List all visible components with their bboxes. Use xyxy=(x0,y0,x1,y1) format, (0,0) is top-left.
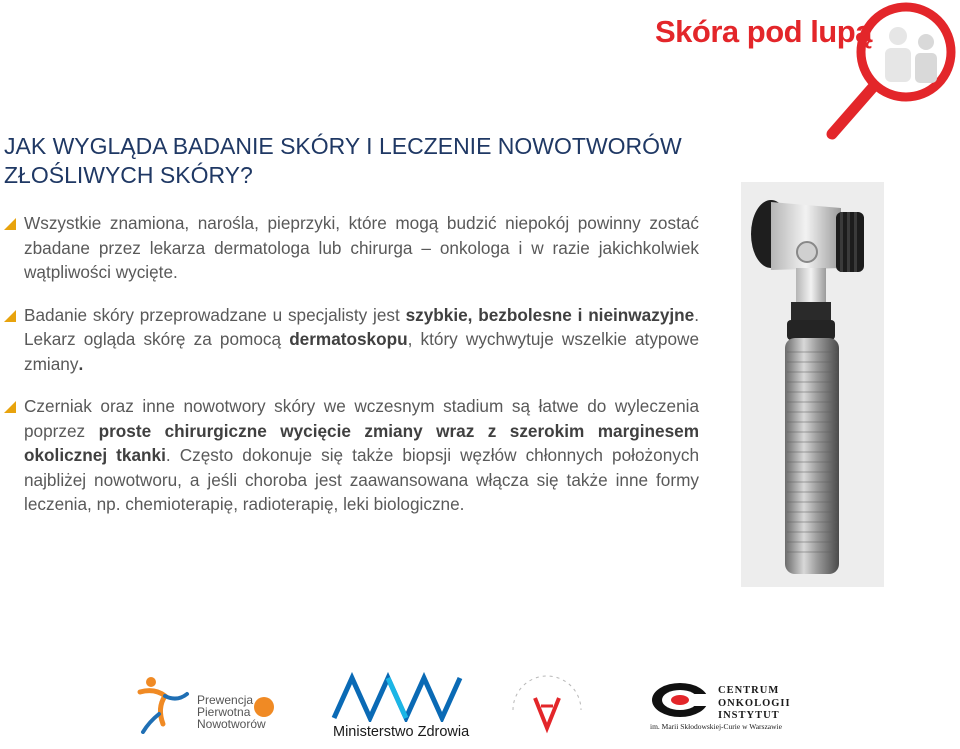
mz-text: Ministerstwo Zdrowia xyxy=(333,724,470,740)
bullet-text: Badanie skóry przeprowadzane u specjalisty jest xyxy=(24,304,406,325)
bullet-text: . Często dokonuje się także biopsji węzłów chłonnych położonych najbliżej nowotworu, a jeśli choroba jest zaawansowana włącza się także inne formy leczenia, np. chemioterapię, radioterapię, leki biologiczne. xyxy=(24,445,700,514)
co-emblem-icon xyxy=(650,682,710,718)
page-title xyxy=(4,132,704,190)
co-logo xyxy=(650,682,791,738)
dermatoscope-photo xyxy=(741,182,884,587)
title-line: JAK WYGLĄDA BADANIE SKÓRY I LECZENIE NOWOTWORÓW xyxy=(4,133,682,159)
co-line: CENTRUM xyxy=(718,685,780,696)
running-figure-icon xyxy=(135,674,195,734)
bullet-item xyxy=(4,394,699,517)
bullet-text: , który wychwytuje wszelkie atypowe zmiany xyxy=(24,329,700,374)
ppn-logo xyxy=(135,674,275,734)
magnifier-people-icon xyxy=(822,0,960,140)
bullet-text-bold: proste chirurgiczne wycięcie zmiany wraz z szerokim marginesem okolicznej tkanki xyxy=(24,420,699,465)
co-subtitle: im. Marii Skłodowskiej-Curie w Warszawie xyxy=(650,722,782,731)
bullet-item xyxy=(4,211,699,285)
bullet-text-bold: dermatoskopu xyxy=(289,329,408,349)
bullet-text-bold: . xyxy=(78,353,84,374)
bullet-text-bold: szybkie, bezbolesne i nieinwazyjne xyxy=(405,304,695,325)
mz-wave-icon xyxy=(330,672,470,722)
ministry-of-health-logo xyxy=(330,672,470,745)
ppn-line: Pierwotna xyxy=(197,705,251,719)
kodeks-logo xyxy=(505,668,590,744)
title-line: ZŁOŚLIWYCH SKÓRY? xyxy=(4,162,253,188)
co-line: ONKOLOGII xyxy=(718,697,791,709)
dermatoscope-icon xyxy=(741,182,884,587)
kodeks-emblem-icon xyxy=(505,668,590,744)
triangle-bullet-icon xyxy=(4,218,16,230)
triangle-bullet-icon xyxy=(4,401,16,413)
bullet-text: Czerniak oraz inne nowotwory skóry we wczesnym stadium są łatwe do wyleczenia poprzez xyxy=(24,396,699,441)
bullet-item xyxy=(4,303,699,377)
ppn-line: Nowotworów xyxy=(197,717,266,731)
ppn-line: Prewencja xyxy=(197,693,254,707)
ppn-badge-icon xyxy=(253,696,275,718)
bullet-text: . Lekarz ogląda skórę za pomocą xyxy=(24,304,699,349)
triangle-bullet-icon xyxy=(4,310,16,322)
co-text xyxy=(718,685,791,723)
bullet-list xyxy=(4,211,699,535)
brand-title: Skóra pod lupą xyxy=(655,14,872,49)
footer-logos xyxy=(0,660,960,745)
bullet-text: Wszystkie znamiona, narośla, pieprzyki, które mogą budzić niepokój powinny zostać zbadane przez lekarza dermatologa lub chirurga – onkologa i w razie jakichkolwiek wątpliwości wycięte. xyxy=(24,213,699,282)
co-line: INSTYTUT xyxy=(718,710,780,721)
